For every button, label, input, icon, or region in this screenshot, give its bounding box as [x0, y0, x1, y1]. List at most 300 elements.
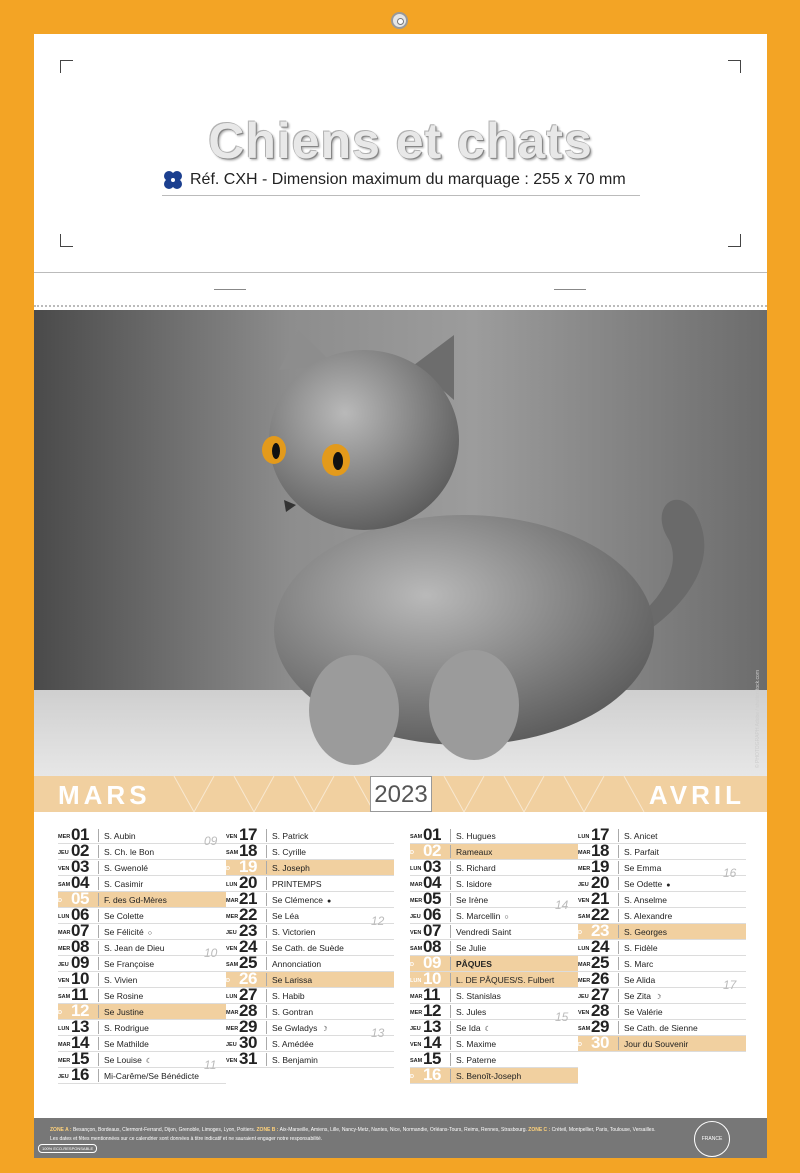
day-number: 10 — [71, 969, 89, 988]
saint-name — [624, 959, 653, 969]
row-separator — [98, 957, 99, 970]
saint-text: Se Cath. de Suède — [272, 943, 344, 953]
eco-label: 100% ECO-RESPONSABLE — [38, 1144, 97, 1153]
saint-name — [104, 959, 154, 969]
year-label: 2023 — [370, 776, 432, 812]
weekday-label: MER — [410, 898, 423, 904]
saint-name — [272, 895, 331, 905]
row-separator — [450, 1021, 451, 1034]
row-separator — [618, 941, 619, 954]
moon-phase-icon: ☾ — [484, 1026, 491, 1033]
saint-text: Se Gwladys — [272, 1023, 318, 1033]
crop-mark — [60, 234, 73, 247]
saint-name — [624, 831, 658, 841]
row-separator — [618, 1037, 619, 1050]
weekday-label: LUN — [226, 994, 238, 1000]
zone-b-text: Aix-Marseille, Amiens, Lille, Nancy-Metz, Nantes, Nice, Normandie, Orléans-Tours, Reims, Rennes, Strasbourg. — [279, 1127, 527, 1133]
day-column — [578, 825, 746, 1052]
saint-text: S. Aubin — [104, 831, 136, 841]
weekday-label: SAM — [226, 850, 239, 856]
day-number: 13 — [423, 1017, 441, 1036]
saint-text: S. Gwenolé — [104, 863, 148, 873]
weekday-label: MER — [578, 978, 591, 984]
fold-dash — [214, 289, 246, 290]
weekday-label: VEN — [226, 1058, 238, 1064]
row-separator — [98, 829, 99, 842]
day-number: 02 — [423, 841, 441, 860]
saint-text: Se Ida — [456, 1023, 481, 1033]
row-separator — [450, 957, 451, 970]
row-separator — [450, 1053, 451, 1066]
day-number: 07 — [423, 921, 441, 940]
weekday-label: MAR — [578, 962, 591, 968]
saint-text: Se Louise — [104, 1055, 142, 1065]
day-number: 01 — [423, 825, 441, 844]
moon-phase-icon: ○ — [147, 930, 152, 937]
row-separator — [450, 1005, 451, 1018]
weekday-label: SAM — [410, 834, 423, 840]
saint-text: Rameaux — [456, 847, 493, 857]
saint-text: S. Cyrille — [272, 847, 307, 857]
weekday-label: D — [226, 978, 230, 984]
saint-name — [456, 1071, 521, 1081]
saint-text: S. Stanislas — [456, 991, 501, 1001]
day-number: 20 — [591, 873, 609, 892]
day-number: 24 — [239, 937, 257, 956]
saint-name — [456, 1007, 486, 1017]
weekday-label: D — [410, 962, 414, 968]
day-number: 30 — [591, 1033, 609, 1052]
row-separator — [266, 909, 267, 922]
day-number: 23 — [239, 921, 257, 940]
saint-name — [272, 959, 321, 969]
day-number: 18 — [239, 841, 257, 860]
weekday-label: MAR — [410, 882, 423, 888]
weekday-label: JEU — [58, 1074, 69, 1080]
row-separator — [98, 845, 99, 858]
weekday-label: SAM — [410, 1058, 423, 1064]
row-separator — [266, 989, 267, 1002]
weekday-label: JEU — [410, 914, 421, 920]
day-row — [226, 1049, 394, 1068]
saint-text: Se Alida — [624, 975, 656, 985]
row-separator — [618, 909, 619, 922]
weekday-label: MER — [578, 866, 591, 872]
perforation-line — [34, 305, 767, 307]
saint-name — [272, 863, 310, 873]
day-number: 23 — [591, 921, 609, 940]
saint-text: S. Victorien — [272, 927, 316, 937]
day-number: 03 — [423, 857, 441, 876]
saint-text: Se Larissa — [272, 975, 313, 985]
row-separator — [266, 893, 267, 906]
saint-text: Se Valérie — [624, 1007, 663, 1017]
row-separator — [266, 957, 267, 970]
saint-name — [456, 943, 486, 953]
saint-name — [104, 911, 144, 921]
weekday-label: SAM — [58, 882, 71, 888]
saint-name — [272, 943, 344, 953]
saint-text: Se Justine — [104, 1007, 144, 1017]
weekday-label: VEN — [410, 930, 422, 936]
row-separator — [450, 1069, 451, 1082]
week-number: 09 — [204, 834, 218, 848]
saint-name — [456, 959, 492, 969]
day-number: 25 — [591, 953, 609, 972]
weekday-label: VEN — [410, 1042, 422, 1048]
row-separator — [618, 1021, 619, 1034]
zone-c-label: ZONE C : — [528, 1127, 551, 1133]
weekday-label: MER — [58, 946, 71, 952]
saint-name — [624, 895, 667, 905]
row-separator — [98, 973, 99, 986]
zone-c-text: Créteil, Montpellier, Paris, Toulouse, Versailles. — [551, 1127, 656, 1133]
saint-text: S. Parfait — [624, 847, 659, 857]
day-number: 29 — [239, 1017, 257, 1036]
weekday-label: LUN — [578, 946, 590, 952]
zone-b-label: ZONE B : — [256, 1127, 279, 1133]
day-number: 08 — [423, 937, 441, 956]
saint-text: Vendredi Saint — [456, 927, 512, 937]
day-number: 28 — [591, 1001, 609, 1020]
reference-text: Réf. CXH - Dimension maximum du marquage : 255 x 70 mm — [190, 171, 626, 188]
moon-phase-icon: ☽ — [321, 1026, 328, 1033]
crop-mark — [728, 60, 741, 73]
saint-text: S. Georges — [624, 927, 667, 937]
saint-text: PRINTEMPS — [272, 879, 322, 889]
saint-name — [272, 1023, 328, 1033]
school-zones — [34, 1118, 767, 1158]
row-separator — [266, 941, 267, 954]
week-number: 13 — [371, 1026, 385, 1040]
week-number: 16 — [723, 866, 737, 880]
saint-text: S. Amédée — [272, 1039, 314, 1049]
weekday-label: MAR — [58, 930, 71, 936]
day-number: 12 — [423, 1001, 441, 1020]
saint-text: S. Habib — [272, 991, 305, 1001]
weekday-label: JEU — [226, 1042, 237, 1048]
saint-name — [104, 863, 148, 873]
crop-mark — [728, 234, 741, 247]
saint-text: Se Colette — [104, 911, 144, 921]
day-number: 05 — [71, 889, 89, 908]
row-separator — [98, 861, 99, 874]
weekday-label: JEU — [58, 850, 69, 856]
row-separator — [618, 957, 619, 970]
saint-name — [624, 911, 672, 921]
saint-name — [456, 1055, 496, 1065]
day-number: 14 — [71, 1033, 89, 1052]
weekday-label: D — [226, 866, 230, 872]
saint-name — [456, 879, 492, 889]
day-row — [410, 1065, 578, 1084]
weekday-label: MER — [226, 1026, 239, 1032]
weekday-label: MAR — [410, 994, 423, 1000]
saint-text: Se Cath. de Sienne — [624, 1023, 698, 1033]
day-number: 22 — [239, 905, 257, 924]
saint-name — [104, 847, 154, 857]
day-number: 03 — [71, 857, 89, 876]
saint-text: S. Isidore — [456, 879, 492, 889]
weekday-label: D — [578, 1042, 582, 1048]
calendar-title: Chiens et chats — [208, 113, 593, 169]
moon-phase-icon: ● — [327, 898, 332, 905]
row-separator — [450, 893, 451, 906]
row-separator — [618, 1005, 619, 1018]
weekday-label: VEN — [226, 946, 238, 952]
row-separator — [266, 845, 267, 858]
row-separator — [618, 925, 619, 938]
saint-name — [272, 1007, 313, 1017]
saint-text: S. Ch. le Bon — [104, 847, 155, 857]
row-separator — [450, 989, 451, 1002]
saint-name — [624, 943, 658, 953]
saint-text: S. Anselme — [624, 895, 667, 905]
row-separator — [266, 877, 267, 890]
saint-text: S. Casimir — [104, 879, 144, 889]
day-column — [226, 825, 394, 1068]
row-separator — [450, 877, 451, 890]
day-number: 08 — [71, 937, 89, 956]
day-number: 14 — [423, 1033, 441, 1052]
saint-text: S. Marc — [624, 959, 654, 969]
weekday-label: VEN — [58, 978, 70, 984]
day-number: 05 — [423, 889, 441, 908]
weekday-label: MER — [226, 914, 239, 920]
row-separator — [618, 893, 619, 906]
weekday-label: D — [578, 930, 582, 936]
hanging-eyelet — [391, 12, 408, 29]
weekday-label: MAR — [578, 850, 591, 856]
day-number: 21 — [239, 889, 257, 908]
weekday-label: D — [410, 850, 414, 856]
day-number: 15 — [71, 1049, 89, 1068]
row-separator — [266, 1021, 267, 1034]
saint-name — [624, 975, 655, 985]
saint-name — [456, 1023, 491, 1033]
photo-credit: © PHOTOGRAPH Adobe / shutterstock.com — [755, 670, 761, 769]
saint-name — [624, 991, 661, 1001]
row-separator — [618, 973, 619, 986]
clover-icon — [162, 169, 184, 191]
weekday-label: MER — [58, 1058, 71, 1064]
day-number: 20 — [239, 873, 257, 892]
saint-name — [104, 895, 167, 905]
saint-text: Se Mathilde — [104, 1039, 149, 1049]
saint-name — [272, 1039, 314, 1049]
saint-name — [104, 927, 152, 937]
saint-text: Se Françoise — [104, 959, 155, 969]
zone-note: Les dates et fêtes mentionnées sur ce calendrier sont données à titre indicatif et ne sauraient engager notre responsabilité. — [50, 1136, 323, 1142]
row-separator — [618, 989, 619, 1002]
day-number: 27 — [239, 985, 257, 1004]
weekday-label: SAM — [226, 962, 239, 968]
row-separator — [266, 1037, 267, 1050]
divider — [162, 195, 640, 196]
saint-name — [104, 975, 137, 985]
saint-name — [456, 895, 488, 905]
saint-name — [104, 1023, 149, 1033]
day-number: 24 — [591, 937, 609, 956]
moon-phase-icon: ○ — [504, 914, 509, 921]
row-separator — [450, 909, 451, 922]
weekday-label: D — [410, 1074, 414, 1080]
weekday-label: SAM — [58, 994, 71, 1000]
week-number: 14 — [555, 898, 569, 912]
day-number: 18 — [591, 841, 609, 860]
day-number: 12 — [71, 1001, 89, 1020]
weekday-label: JEU — [410, 1026, 421, 1032]
weekday-label: VEN — [578, 898, 590, 904]
weekday-label: SAM — [410, 946, 423, 952]
saint-text: Se Zita — [624, 991, 651, 1001]
fold-strip — [34, 272, 767, 309]
saint-text: S. Benoît-Joseph — [456, 1071, 522, 1081]
saint-name — [272, 847, 306, 857]
day-column — [58, 825, 226, 1084]
saint-text: S. Patrick — [272, 831, 309, 841]
saint-text: PÂQUES — [456, 959, 492, 969]
day-number: 21 — [591, 889, 609, 908]
day-number: 19 — [591, 857, 609, 876]
day-number: 11 — [423, 985, 440, 1004]
day-number: 10 — [423, 969, 441, 988]
saint-name — [624, 879, 671, 889]
day-number: 09 — [71, 953, 89, 972]
saint-text: Se Félicité — [104, 927, 144, 937]
saint-name — [456, 847, 492, 857]
cat-illustration — [34, 310, 767, 776]
day-number: 02 — [71, 841, 89, 860]
week-number: 10 — [204, 946, 218, 960]
row-separator — [98, 1037, 99, 1050]
weekday-label: LUN — [578, 834, 590, 840]
weekday-label: JEU — [578, 994, 589, 1000]
saint-text: S. Paterne — [456, 1055, 497, 1065]
row-separator — [98, 1069, 99, 1082]
day-number: 09 — [423, 953, 441, 972]
zone-a-text: Besançon, Bordeaux, Clermont-Ferrand, Dijon, Grenoble, Limoges, Lyon, Poitiers. — [72, 1127, 256, 1133]
weekday-label: MAR — [58, 1042, 71, 1048]
weekday-label: LUN — [58, 1026, 70, 1032]
day-number: 26 — [239, 969, 257, 988]
day-number: 17 — [591, 825, 609, 844]
saint-text: S. Vivien — [104, 975, 138, 985]
day-number: 28 — [239, 1001, 257, 1020]
saint-name — [104, 1039, 149, 1049]
saint-text: Se Clémence — [272, 895, 324, 905]
row-separator — [450, 1037, 451, 1050]
weekday-label: VEN — [58, 866, 70, 872]
saint-text: S. Benjamin — [272, 1055, 318, 1065]
saint-name — [104, 1007, 144, 1017]
saint-name — [104, 879, 143, 889]
day-number: 29 — [591, 1017, 609, 1036]
row-separator — [450, 861, 451, 874]
row-separator — [266, 829, 267, 842]
saint-text: Jour du Souvenir — [624, 1039, 689, 1049]
saint-name — [456, 831, 496, 841]
row-separator — [266, 1053, 267, 1066]
saint-text: S. Gontran — [272, 1007, 314, 1017]
saint-text: Mi-Carême/Se Bénédicte — [104, 1071, 199, 1081]
day-number: 31 — [239, 1049, 257, 1068]
day-number: 04 — [71, 873, 89, 892]
saint-name — [456, 975, 554, 985]
saint-name — [456, 1039, 496, 1049]
row-separator — [98, 1005, 99, 1018]
saint-name — [456, 927, 511, 937]
saint-name — [456, 991, 501, 1001]
row-separator — [266, 1005, 267, 1018]
row-separator — [618, 829, 619, 842]
row-separator — [618, 861, 619, 874]
saint-text: S. Hugues — [456, 831, 496, 841]
weekday-label: D — [58, 1010, 62, 1016]
row-separator — [266, 973, 267, 986]
weekday-label: JEU — [58, 962, 69, 968]
moon-phase-icon: ☽ — [654, 994, 662, 1001]
saint-text: S. Richard — [456, 863, 496, 873]
day-number: 16 — [423, 1065, 441, 1084]
saint-name — [624, 1039, 688, 1049]
day-number: 17 — [239, 825, 257, 844]
row-separator — [450, 973, 451, 986]
day-number: 22 — [591, 905, 609, 924]
row-separator — [618, 877, 619, 890]
day-number: 27 — [591, 985, 609, 1004]
row-separator — [98, 1021, 99, 1034]
row-separator — [98, 909, 99, 922]
weekday-label: MAR — [226, 1010, 239, 1016]
row-separator — [618, 845, 619, 858]
weekday-label: LUN — [410, 978, 422, 984]
day-number: 11 — [71, 985, 88, 1004]
saint-name — [272, 879, 322, 889]
week-number: 12 — [371, 914, 385, 928]
day-number: 01 — [71, 825, 89, 844]
row-separator — [450, 845, 451, 858]
weekday-label: LUN — [58, 914, 70, 920]
week-number: 11 — [204, 1058, 217, 1072]
week-number: 15 — [555, 1010, 569, 1024]
day-number: 26 — [591, 969, 609, 988]
row-separator — [266, 925, 267, 938]
day-number: 25 — [239, 953, 257, 972]
saint-name — [104, 831, 136, 841]
saint-text: S. Rodrigue — [104, 1023, 149, 1033]
saint-name — [272, 927, 315, 937]
saint-text: Se Rosine — [104, 991, 144, 1001]
day-number: 16 — [71, 1065, 89, 1084]
day-column — [410, 825, 578, 1084]
day-number: 15 — [423, 1049, 441, 1068]
crop-mark — [60, 60, 73, 73]
saint-name — [624, 863, 661, 873]
saint-name — [272, 1055, 318, 1065]
weekday-label: SAM — [578, 914, 591, 920]
saint-text: S. Fidèle — [624, 943, 658, 953]
saint-text: Se Léa — [272, 911, 299, 921]
saint-text: F. des Gd-Mères — [104, 895, 167, 905]
row-separator — [98, 941, 99, 954]
saint-text: S. Marcellin — [456, 911, 501, 921]
weekday-label: JEU — [578, 882, 589, 888]
moon-phase-icon: ● — [666, 882, 671, 889]
weekday-label: VEN — [578, 1010, 590, 1016]
moon-phase-icon: ☾ — [145, 1058, 153, 1065]
saint-name — [104, 991, 143, 1001]
